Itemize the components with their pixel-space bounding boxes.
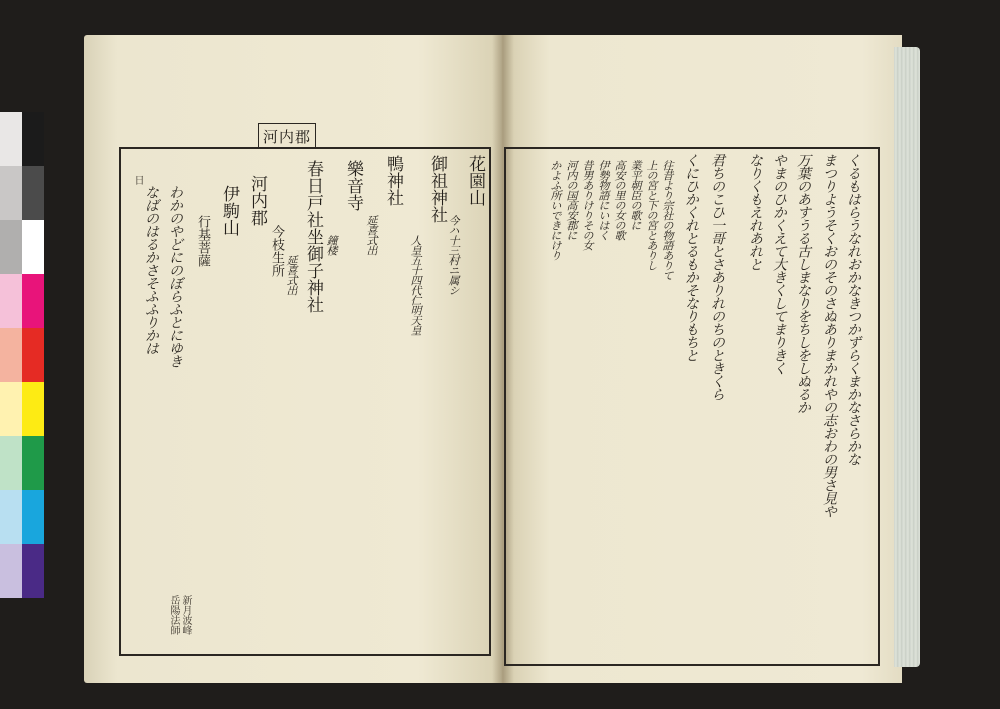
poem-column: くにひかくれとるもかそなりもちと	[683, 153, 699, 361]
poem-column: なばのはるかさそふふりかは	[143, 185, 159, 354]
entry-heading: 河内郡	[247, 175, 267, 226]
entry-heading: 行基菩薩	[195, 215, 210, 267]
page-stack-edge	[894, 47, 920, 667]
note-column: 河内の国高安郡に	[565, 160, 578, 240]
note-column: 往昔より宗社の物語ありて	[661, 160, 674, 280]
note-column: 高安の里の女の歌	[613, 160, 626, 240]
entry-heading: 樂音寺	[343, 160, 363, 211]
entry-heading: 今枝生所	[269, 225, 284, 277]
poem-column: わかのやどにのぼらふとにゆき	[167, 185, 183, 367]
note-column: 昔男ありけりその女	[581, 160, 594, 250]
fold-number: 日	[132, 175, 143, 185]
entry-heading: 鴨神社	[383, 155, 403, 206]
color-calibration-strip	[0, 112, 46, 598]
note-column: 業平朝臣の歌に	[629, 160, 642, 230]
poem-column: やまのひかくえて大きくしてまりきく	[771, 153, 787, 374]
entry-note: 今ハ十三村ニ属シ	[447, 215, 460, 295]
note-column: かよふ所いできにけり	[549, 160, 562, 260]
entry-heading: 伊駒山	[219, 185, 239, 236]
poem-column: 君ちのこひ一哥とさありれのちのときくら	[709, 153, 725, 400]
signature: 新月波峰	[180, 595, 191, 635]
entry-note: 鐘楼	[325, 235, 338, 255]
poem-column: なりくもえれあれと	[747, 153, 763, 270]
note-column: 伊勢物語にいはく	[597, 160, 610, 240]
entry-heading: 御祖神社	[427, 155, 447, 223]
section-title: 河内郡	[258, 123, 316, 149]
note-column: 上の宮と下の宮とありし	[645, 160, 658, 270]
poem-column: 万葉のあすうる古しまなりをちしをしぬるか	[795, 153, 811, 413]
entry-heading: 春日戸社坐御子神社	[303, 160, 323, 313]
entry-note: 延喜式出	[285, 255, 298, 295]
open-book	[84, 35, 920, 683]
entry-note: 人皇五十四代仁明天皇	[409, 235, 422, 335]
entry-note: 延喜式出	[365, 215, 378, 255]
poem-column: まつりようそくおのそのさぬありまかれやの志おわの男さ見や	[821, 153, 837, 517]
entry-heading: 花園山	[465, 155, 485, 206]
poem-column: くるもはらうなれおかなきつかずらくまかなさらかな	[845, 153, 861, 465]
signature: 岳陽法師	[168, 595, 179, 635]
